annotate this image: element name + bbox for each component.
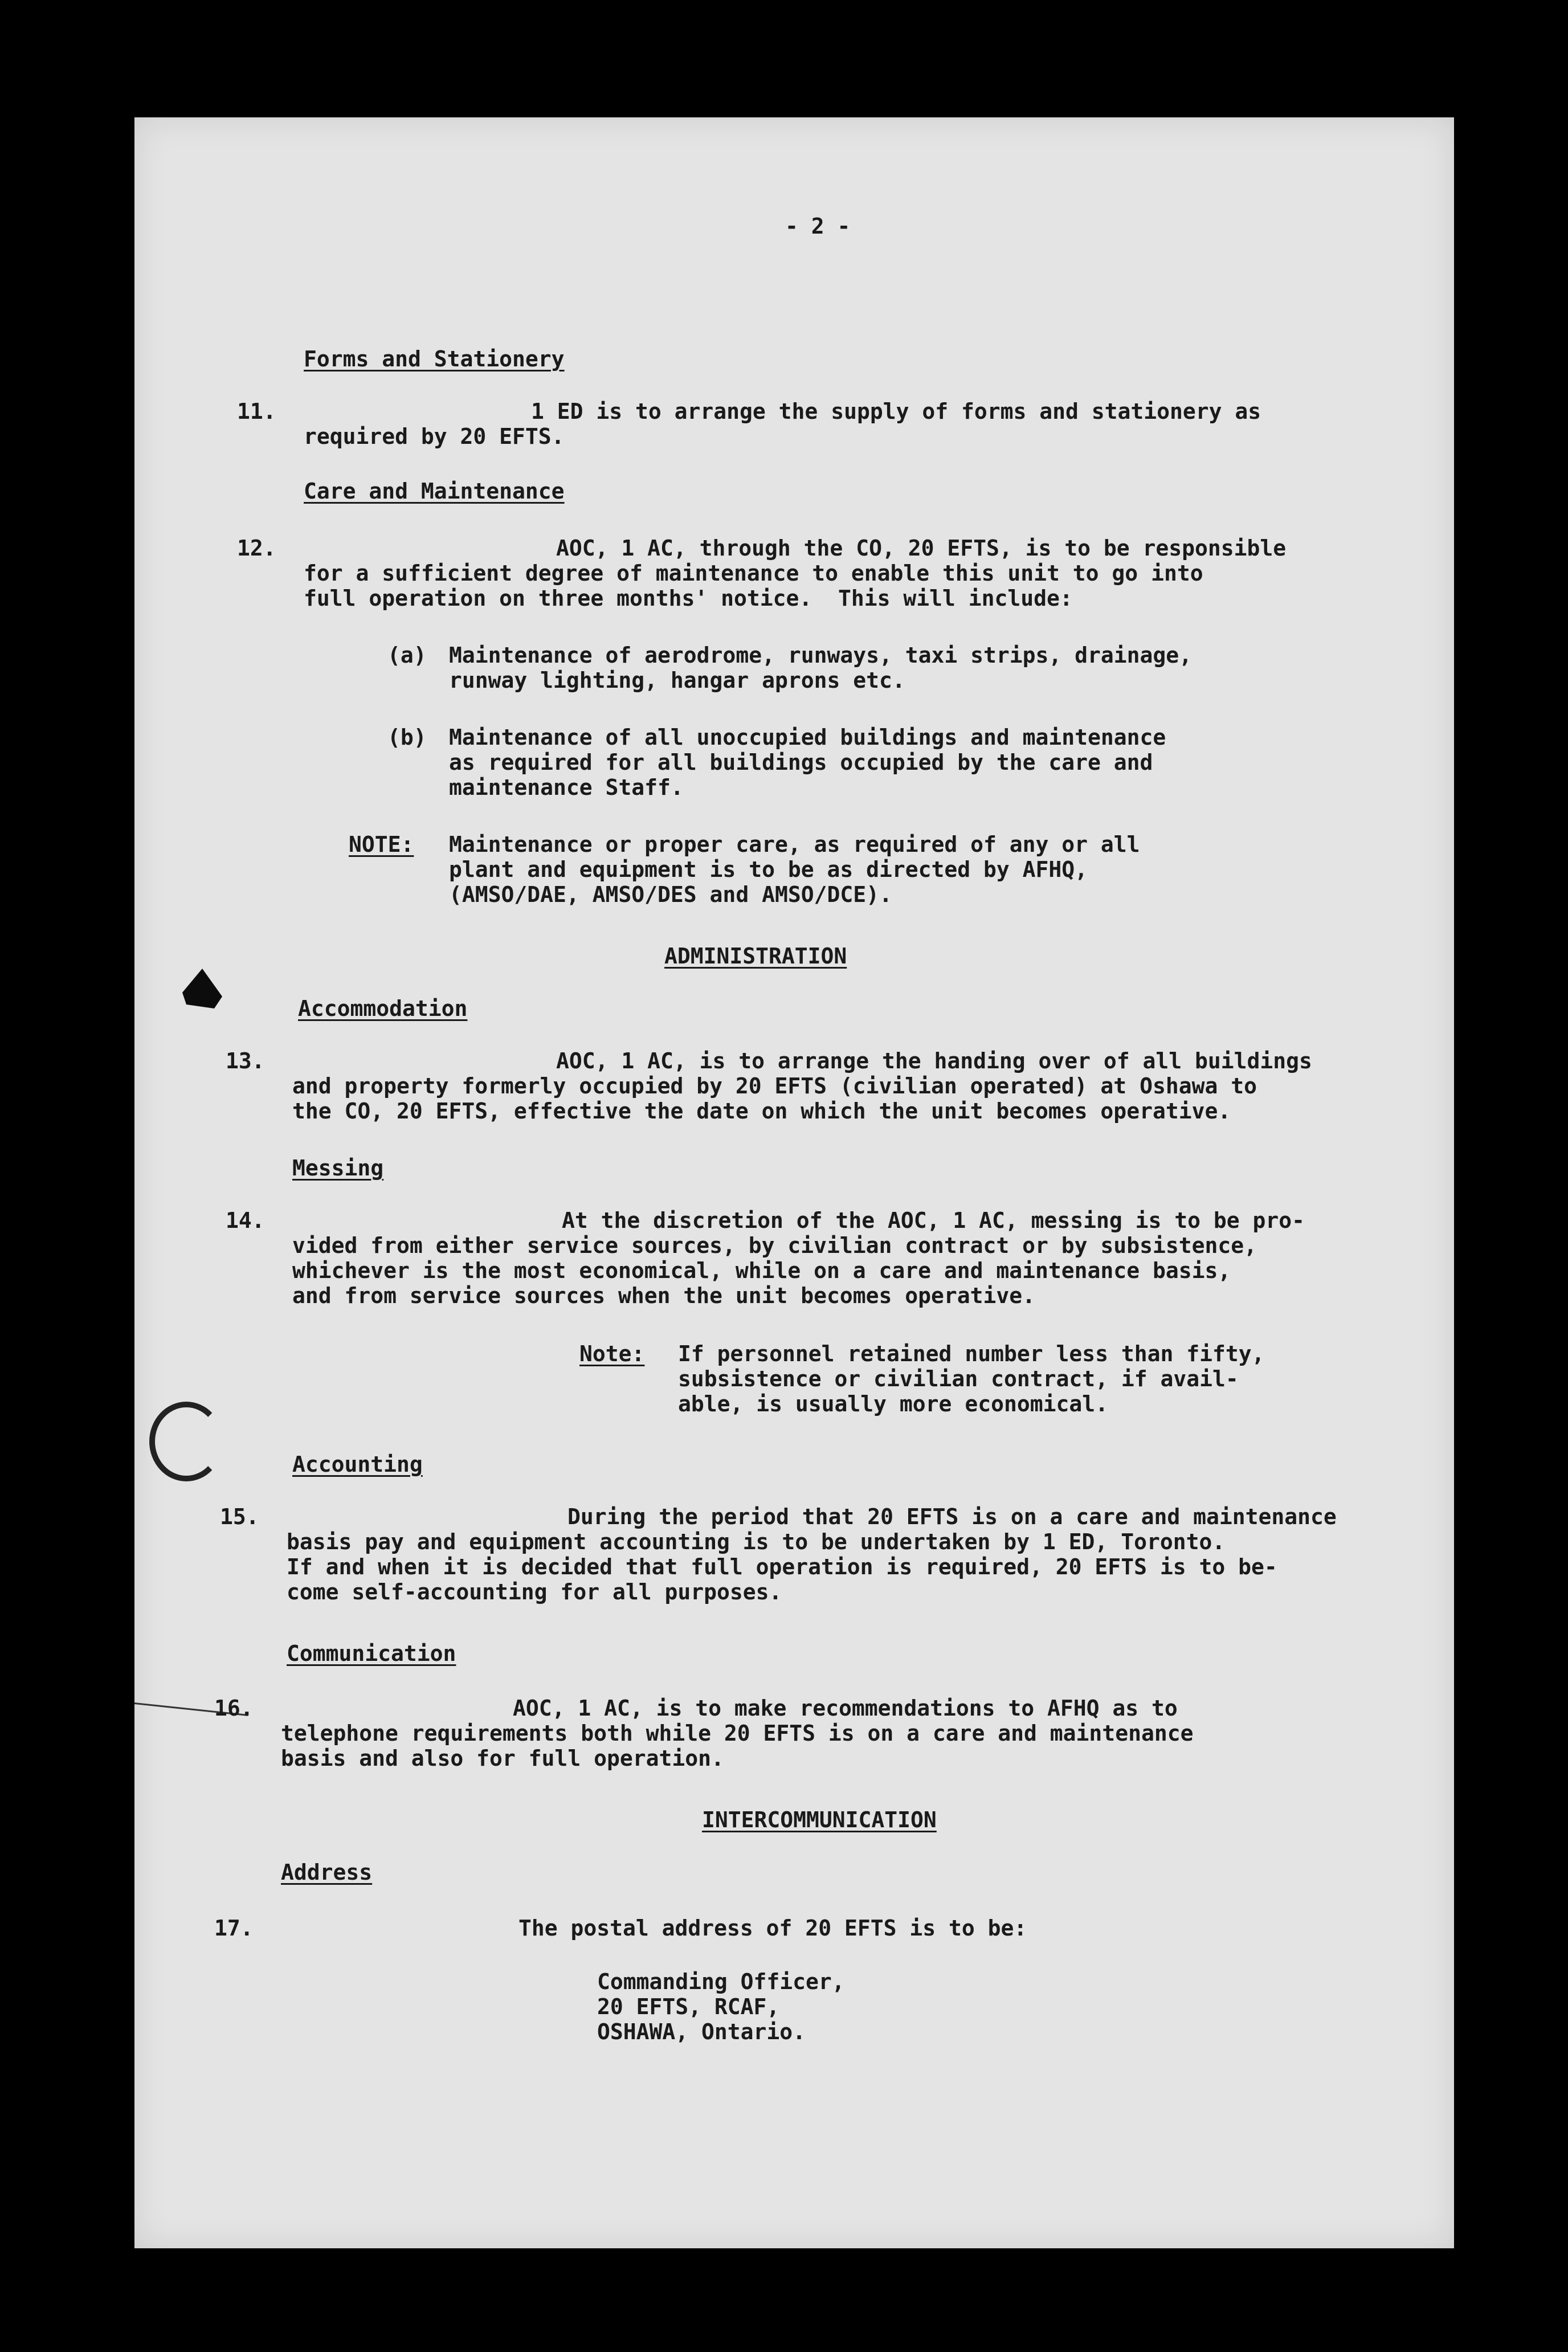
intercommunication-title: INTERCOMMUNICATION: [702, 1807, 937, 1832]
para-12-line-1: AOC, 1 AC, through the CO, 20 EFTS, is to be responsible: [556, 536, 1287, 561]
note-messing-line-1: If personnel retained number less than fifty,: [678, 1341, 1265, 1366]
para-13-line-2: and property formerly occupied by 20 EFTS (civilian operated) at Oshawa to: [292, 1073, 1257, 1099]
item-b-line-3: maintenance Staff.: [449, 775, 684, 800]
para-13-line-3: the CO, 20 EFTS, effective the date on which the unit becomes operative.: [292, 1099, 1231, 1124]
para-12-line-2: for a sufficient degree of maintenance to enable this unit to go into: [304, 561, 1203, 586]
item-b-line-2: as required for all buildings occupied by the care and: [449, 750, 1153, 775]
para-number-13: 13.: [226, 1048, 265, 1073]
para-16-line-1: AOC, 1 AC, is to make recommendations to AFHQ as to: [513, 1696, 1178, 1721]
ink-blot: [149, 1402, 223, 1481]
administration-title: ADMINISTRATION: [664, 944, 847, 969]
item-b-label: (b): [387, 725, 427, 750]
para-14-line-1: At the discretion of the AOC, 1 AC, messing is to be pro-: [562, 1208, 1305, 1233]
para-number-14: 14.: [226, 1208, 265, 1233]
page-number: - 2 -: [785, 214, 851, 239]
para-number-12: 12.: [237, 536, 276, 561]
para-number-11: 11.: [237, 399, 276, 424]
para-14-line-3: whichever is the most economical, while on a care and maintenance basis,: [292, 1258, 1231, 1283]
item-a-line-2: runway lighting, hangar aprons etc.: [449, 668, 905, 693]
para-16-line-3: basis and also for full operation.: [281, 1746, 724, 1771]
item-a-label: (a): [387, 643, 427, 668]
address-line-2: 20 EFTS, RCAF,: [597, 1994, 780, 2019]
item-b-line-1: Maintenance of all unoccupied buildings and maintenance: [449, 725, 1166, 750]
para-16-line-2: telephone requirements both while 20 EFTS is on a care and maintenance: [281, 1721, 1194, 1746]
section-heading-care: Care and Maintenance: [304, 479, 565, 504]
address-line-3: OSHAWA, Ontario.: [597, 2019, 806, 2044]
para-15-line-2: basis pay and equipment accounting is to be undertaken by 1 ED, Toronto.: [287, 1529, 1226, 1554]
note-care-line-3: (AMSO/DAE, AMSO/DES and AMSO/DCE).: [449, 882, 892, 907]
para-11-line-1: 1 ED is to arrange the supply of forms and stationery as: [531, 399, 1261, 424]
para-number-17: 17.: [214, 1916, 254, 1941]
para-13-line-1: AOC, 1 AC, is to arrange the handing over of all buildings: [556, 1048, 1312, 1073]
para-number-15: 15.: [220, 1504, 259, 1529]
item-a-line-1: Maintenance of aerodrome, runways, taxi strips, drainage,: [449, 643, 1193, 668]
para-11-line-2: required by 20 EFTS.: [304, 424, 565, 449]
para-14-line-2: vided from either service sources, by civilian contract or by subsistence,: [292, 1233, 1257, 1258]
address-line-1: Commanding Officer,: [597, 1969, 845, 1994]
para-15-line-4: come self-accounting for all purposes.: [287, 1579, 782, 1604]
note-care-line-1: Maintenance or proper care, as required of any or all: [449, 832, 1140, 857]
section-heading-communication: Communication: [287, 1641, 456, 1666]
para-14-line-4: and from service sources when the unit becomes operative.: [292, 1283, 1036, 1308]
para-12-line-3: full operation on three months' notice. This will include:: [304, 586, 1073, 611]
section-heading-messing: Messing: [292, 1155, 384, 1181]
note-label-care: NOTE:: [349, 832, 414, 857]
section-heading-forms: Forms and Stationery: [304, 346, 565, 371]
para-15-line-3: If and when it is decided that full operation is required, 20 EFTS is to be-: [287, 1554, 1277, 1579]
section-heading-address: Address: [281, 1860, 373, 1885]
para-15-line-1: During the period that 20 EFTS is on a care and maintenance: [567, 1504, 1337, 1529]
note-care-line-2: plant and equipment is to be as directed by AFHQ,: [449, 857, 1088, 882]
note-messing-line-3: able, is usually more economical.: [678, 1391, 1108, 1416]
address-intro: The postal address of 20 EFTS is to be:: [518, 1916, 1027, 1941]
section-heading-accommodation: Accommodation: [298, 996, 468, 1021]
section-heading-accounting: Accounting: [292, 1452, 423, 1477]
note-messing-line-2: subsistence or civilian contract, if avail-: [678, 1366, 1239, 1391]
para-number-16: 16.: [214, 1696, 254, 1721]
note-label-messing: Note:: [579, 1341, 645, 1366]
